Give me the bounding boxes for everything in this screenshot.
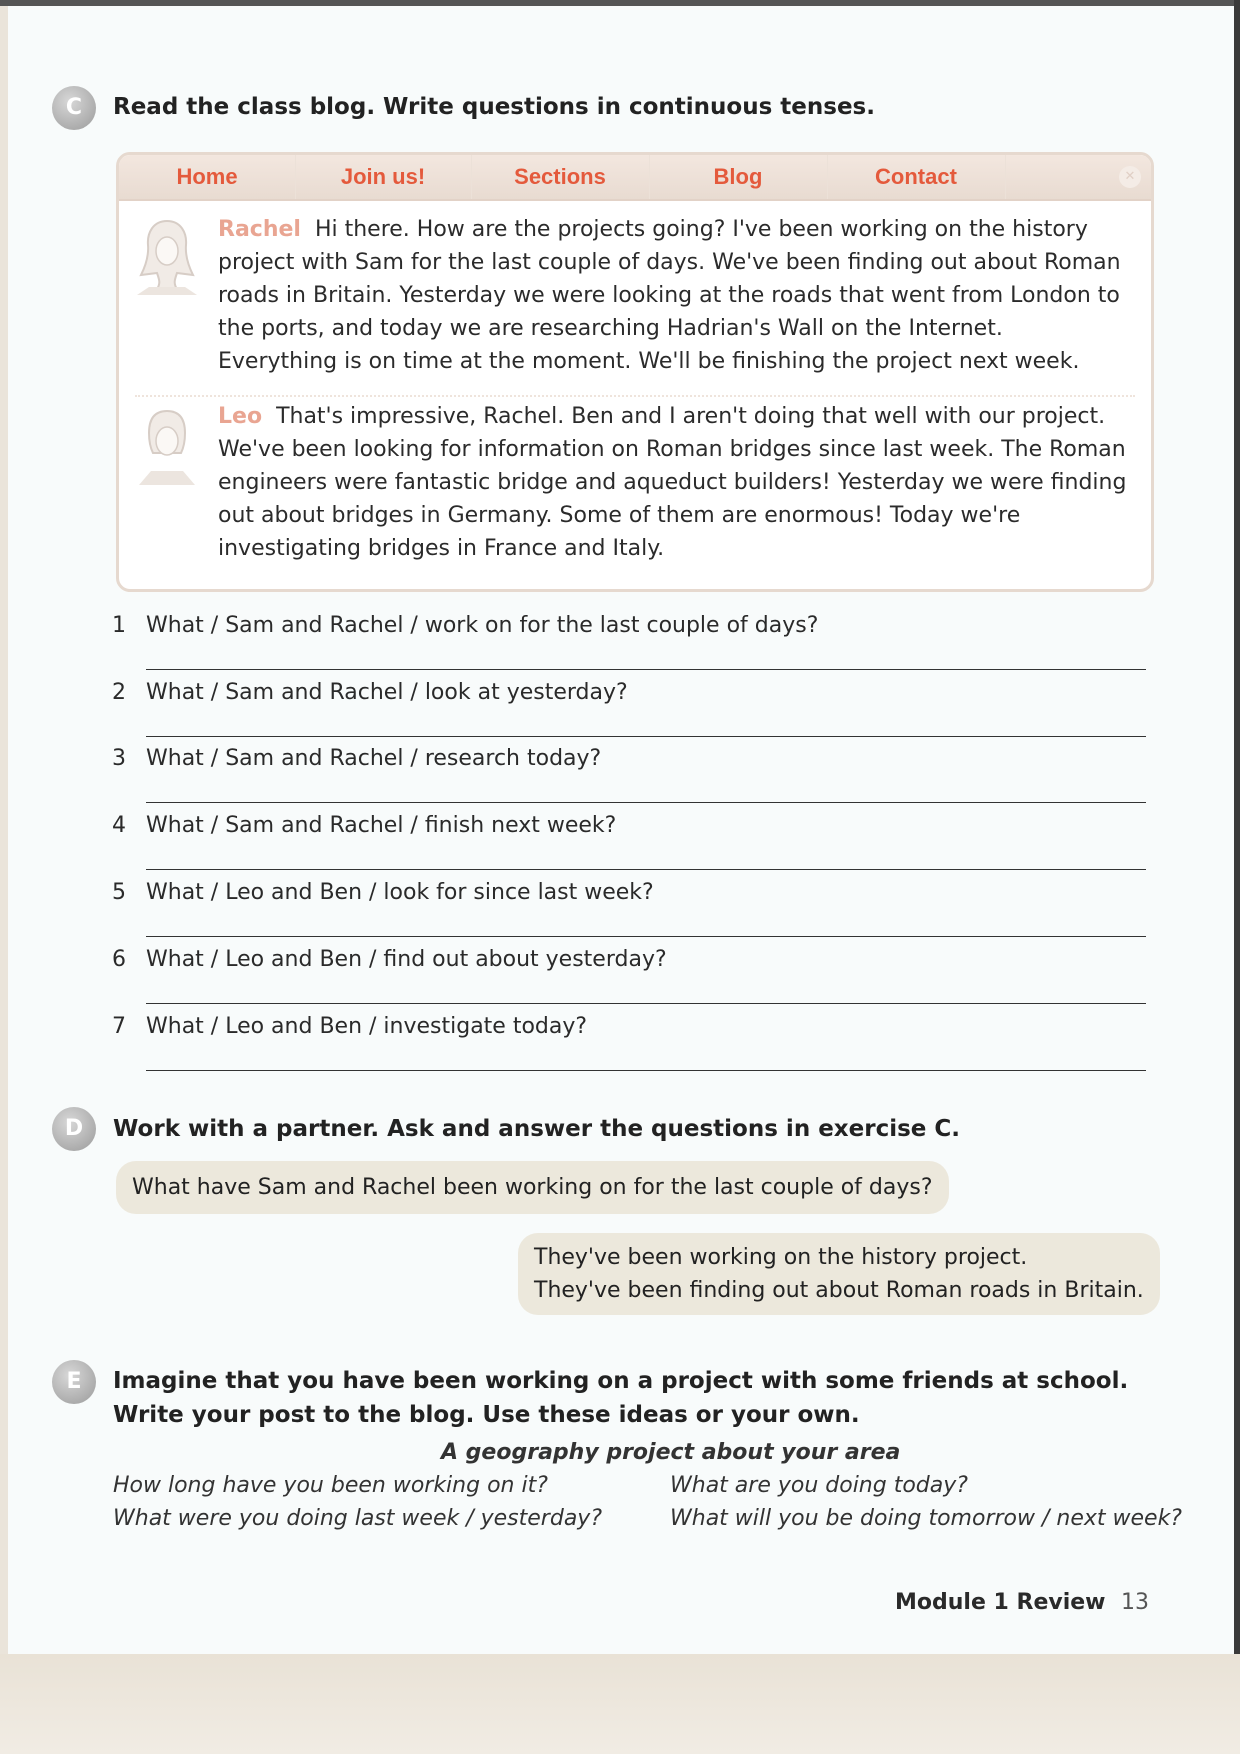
- question-number: 3: [112, 746, 126, 771]
- idea-2: What were you doing last week / yesterday?: [113, 1506, 602, 1531]
- idea-3: What are you doing today?: [670, 1473, 968, 1498]
- question-text: What / Sam and Rachel / finish next week?: [146, 813, 617, 838]
- section-c-instruction: Read the class blog. Write questions in continuous tenses.: [113, 94, 875, 120]
- answer-line-7[interactable]: [146, 1070, 1146, 1071]
- nav-blog[interactable]: Blog: [649, 155, 828, 199]
- idea-4: What will you be doing tomorrow / next week?: [670, 1506, 1182, 1531]
- section-d-instruction: Work with a partner. Ask and answer the questions in exercise C.: [113, 1116, 961, 1142]
- blog-panel: [116, 152, 1154, 592]
- leo-name: Leo: [218, 404, 263, 429]
- question-number: 5: [112, 880, 126, 905]
- nav-contact[interactable]: Contact: [827, 155, 1006, 199]
- nav-home[interactable]: Home: [119, 155, 296, 199]
- question-text: What / Sam and Rachel / research today?: [146, 746, 602, 771]
- page-number: 13: [1121, 1590, 1149, 1615]
- question-speech-bubble: What have Sam and Rachel been working on for the last couple of days?: [116, 1161, 949, 1214]
- question-number: 2: [112, 680, 126, 705]
- idea-1: How long have you been working on it?: [113, 1473, 548, 1498]
- nav-join-us[interactable]: Join us!: [295, 155, 472, 199]
- question-text: What / Sam and Rachel / work on for the last couple of days?: [146, 613, 819, 638]
- right-edge: [1234, 0, 1240, 1754]
- nav-sections[interactable]: Sections: [471, 155, 650, 199]
- project-topic: A geography project about your area: [441, 1440, 901, 1465]
- answer-line-one: They've been working on the history project.: [534, 1245, 1028, 1270]
- answer-line-2[interactable]: [146, 736, 1146, 737]
- question-text: What / Leo and Ben / find out about yesterday?: [146, 947, 667, 972]
- answer-line-6[interactable]: [146, 1003, 1146, 1004]
- section-e-instruction-1: Imagine that you have been working on a project with some friends at school.: [113, 1368, 1129, 1394]
- question-number: 4: [112, 813, 126, 838]
- answer-line-two: They've been finding out about Roman roads in Britain.: [534, 1278, 1144, 1303]
- rachel-avatar-icon: [135, 215, 199, 295]
- section-d-badge: D: [52, 1107, 96, 1151]
- leo-post: [218, 400, 1128, 565]
- bottom-strip: [0, 1654, 1240, 1754]
- blog-nav: [119, 155, 1151, 201]
- question-text: What / Leo and Ben / investigate today?: [146, 1014, 588, 1039]
- leo-avatar-icon: [135, 405, 199, 485]
- post-divider: [135, 395, 1135, 397]
- question-number: 7: [112, 1014, 126, 1039]
- answer-speech-bubble: [518, 1233, 1160, 1315]
- module-label: Module 1 Review: [895, 1590, 1106, 1615]
- close-icon[interactable]: ✕: [1119, 166, 1141, 188]
- answer-line-1[interactable]: [146, 669, 1146, 670]
- rachel-post: [218, 213, 1128, 378]
- answer-line-4[interactable]: [146, 869, 1146, 870]
- question-number: 6: [112, 947, 126, 972]
- section-e-badge: E: [52, 1360, 96, 1404]
- question-text: What / Leo and Ben / look for since last week?: [146, 880, 654, 905]
- section-c-badge: C: [52, 86, 96, 130]
- question-text: What / Sam and Rachel / look at yesterday?: [146, 680, 628, 705]
- section-e-instruction-2: Write your post to the blog. Use these ideas or your own.: [113, 1402, 860, 1428]
- rachel-name: Rachel: [218, 217, 301, 242]
- answer-line-3[interactable]: [146, 802, 1146, 803]
- leo-post-text: That's impressive, Rachel. Ben and I aren't doing that well with our project. We've been looking for information on Roman bridges since last week. The Roman engineers were fantastic bridge and aqueduct builders! Yesterday we were finding out about bridges in Germany. Some of them are enormous! Today we're investigating bridges in France and Italy.: [218, 404, 1127, 561]
- question-number: 1: [112, 613, 126, 638]
- rachel-post-text: Hi there. How are the projects going? I've been working on the history project with Sam for the last couple of days. We've been finding out about Roman roads in Britain. Yesterday we were looking at the roads that went from London to the ports, and today we are researching Hadrian's Wall on the Internet. Everything is on time at the moment. We'll be finishing the project next week.: [218, 217, 1121, 374]
- answer-line-5[interactable]: [146, 936, 1146, 937]
